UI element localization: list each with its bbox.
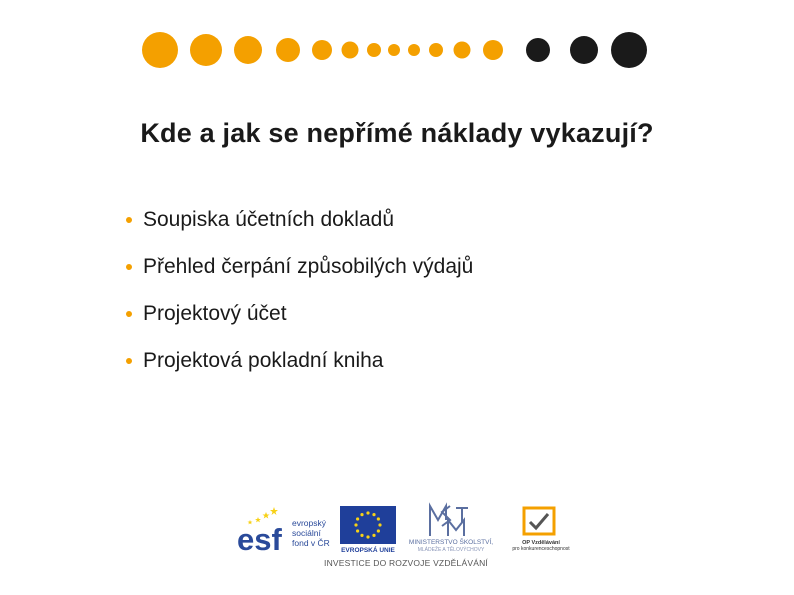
op-sublabel: pro konkurenceschopnost [512, 546, 570, 552]
footer-logo-bar [236, 500, 576, 575]
decorative-dot [570, 36, 598, 64]
decorative-dot-row [0, 0, 794, 90]
bullet-item [126, 243, 473, 290]
eu-star-icon [356, 517, 359, 520]
bullet-text: Projektový účet [143, 301, 287, 325]
decorative-dot [190, 34, 222, 66]
bullet-text: Projektová pokladní kniha [143, 348, 384, 372]
bullet-icon [126, 358, 132, 364]
msmt-sublabel: MLÁDEŽE A TĚLOVÝCHOVY [417, 547, 485, 553]
decorative-dot [454, 42, 471, 59]
msmt-logo [402, 500, 500, 554]
decorative-dot [142, 32, 178, 68]
bullet-item [126, 337, 473, 384]
esf-logo [236, 504, 334, 554]
eu-star-icon [366, 535, 369, 538]
eu-star-icon [354, 523, 357, 526]
eu-star-icon [356, 529, 359, 532]
esf-text-line: sociální [292, 528, 321, 538]
eu-star-icon [360, 534, 363, 537]
decorative-dot [276, 38, 300, 62]
decorative-dot [234, 36, 262, 64]
decorative-dot [611, 32, 647, 68]
eu-flag-logo [338, 504, 398, 554]
bullet-icon [126, 264, 132, 270]
eu-star-icon [377, 517, 380, 520]
decorative-dot [367, 43, 381, 57]
bullet-item [126, 290, 473, 337]
decorative-dot [429, 43, 443, 57]
bullet-text: Soupiska účetních dokladů [143, 207, 395, 231]
op-vk-icon [524, 508, 554, 534]
eu-label: EVROPSKÁ UNIE [341, 547, 395, 554]
eu-star-icon [366, 511, 369, 514]
op-vk-logo [506, 500, 576, 554]
decorative-dot [526, 38, 550, 62]
esf-text-line: fond v ČR [292, 538, 330, 548]
bullet-icon [126, 217, 132, 223]
decorative-dot [388, 44, 400, 56]
eu-star-icon [372, 534, 375, 537]
bullet-item [126, 196, 473, 243]
eu-star-icon [377, 529, 380, 532]
decorative-dot [342, 42, 359, 59]
esf-text-line: evropský [292, 518, 327, 528]
bullet-list [126, 196, 473, 384]
bullet-icon [126, 311, 132, 317]
esf-mark: esf [237, 522, 282, 554]
footer-caption: INVESTICE DO ROZVOJE VZDĚLÁVÁNÍ [324, 558, 488, 568]
msmt-label: MINISTERSTVO ŠKOLSTVÍ, [408, 539, 494, 546]
eu-star-icon [378, 523, 381, 526]
decorative-dot [483, 40, 503, 60]
slide-title: Kde a jak se nepřímé náklady vykazují? [140, 118, 654, 148]
eu-star-icon [372, 513, 375, 516]
decorative-dot [312, 40, 332, 60]
decorative-dot [408, 44, 420, 56]
bullet-text: Přehled čerpání způsobilých výdajů [143, 254, 474, 278]
op-label: OP Vzdělávání [522, 540, 560, 546]
msmt-monogram-icon [430, 506, 468, 536]
eu-star-icon [360, 513, 363, 516]
